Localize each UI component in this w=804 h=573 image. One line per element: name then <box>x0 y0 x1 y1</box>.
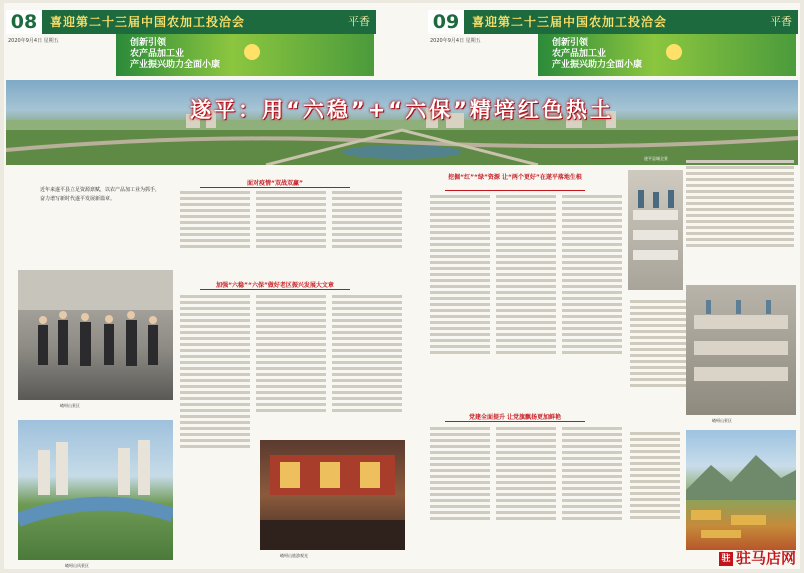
watermark-logo-icon: 驻 <box>719 552 733 566</box>
left-ad-banner <box>116 34 374 76</box>
right-header-title: 喜迎第二十三届中国农加工投洽会 <box>472 15 668 29</box>
hero-caption: 遂平县城全景 <box>644 156 668 161</box>
article-column <box>562 195 622 410</box>
right-page-header <box>428 10 798 34</box>
site-watermark <box>719 547 796 568</box>
section-heading-1: 面对疫情“双战双赢” <box>247 180 303 187</box>
factory-interior-photo <box>628 170 683 290</box>
article-column <box>332 295 402 445</box>
mountain-landscape-photo <box>686 430 796 550</box>
article-column <box>630 300 690 420</box>
article-column <box>562 427 622 557</box>
left-header-tag: 平香 <box>348 15 370 28</box>
right-banner-line3: 产业振兴助力全面小康 <box>552 60 643 70</box>
meeting-photo-scene <box>18 270 173 400</box>
left-banner-line2: 农产品加工业 <box>130 49 185 59</box>
lead-paragraph: 近年来遂平县立足资源禀赋，以农产品加工业为抓手，奋力谱写新时代遂平发展新篇章。 <box>40 187 161 202</box>
photo-caption-5: 嵖岈山景区 <box>712 418 732 423</box>
right-banner-logo-icon <box>666 44 682 60</box>
mountain-landscape-scene <box>686 430 796 550</box>
right-dateline: 2020年9月4日 星期五 <box>430 38 481 44</box>
photo-caption-1: 嵖岈山景区 <box>60 403 80 408</box>
photo-caption-3: 嵖岈山旅游观光 <box>280 553 308 558</box>
watermark-text: 驻马店网 <box>735 549 796 567</box>
section-heading-3: 挖掘“红”“绿”资源 让“两个更好”在遂平落地生根 <box>448 174 582 181</box>
section-heading-4: 党建全面提升 让党旗飘扬更加鲜艳 <box>468 414 562 421</box>
section-rule-3 <box>445 190 585 191</box>
museum-interior-scene <box>260 440 405 550</box>
left-banner-logo-icon <box>244 44 260 60</box>
article-column <box>430 195 490 410</box>
right-banner-line2: 农产品加工业 <box>552 49 607 59</box>
right-header-tag: 平香 <box>770 15 792 28</box>
museum-interior-photo <box>260 440 405 550</box>
article-column <box>332 191 402 266</box>
article-column <box>630 432 680 552</box>
article-column <box>180 191 250 266</box>
hero-aerial-photo <box>6 80 798 165</box>
left-page-number: 08 <box>6 10 42 34</box>
article-column <box>256 295 326 445</box>
section-heading-2: 加强“六稳”“六保”做好老区振兴发展大文章 <box>216 282 334 289</box>
city-park-scene <box>18 420 173 560</box>
meeting-photo <box>18 270 173 400</box>
article-column <box>256 191 326 266</box>
section-rule-4 <box>445 421 585 422</box>
section-rule-1 <box>200 187 350 188</box>
right-page-number: 09 <box>428 10 464 34</box>
left-banner-line1: 创新引领 <box>130 38 167 48</box>
article-column <box>430 427 490 557</box>
article-column <box>180 295 250 495</box>
factory-interior-scene <box>628 170 683 290</box>
photo-caption-2: 嵖岈山风景区 <box>65 563 89 568</box>
factory-floor-scene <box>686 285 796 415</box>
article-column <box>686 160 794 280</box>
right-banner-line1: 创新引领 <box>552 38 589 48</box>
right-ad-banner <box>538 34 796 76</box>
article-column <box>496 195 556 410</box>
article-column <box>496 427 556 557</box>
city-park-photo <box>18 420 173 560</box>
headline: 遂平：用“六稳”+“六保”精培红色热土 <box>190 98 614 122</box>
left-banner-slogan <box>130 38 220 71</box>
left-banner-line3: 产业振兴助力全面小康 <box>130 60 221 70</box>
factory-floor-photo <box>686 285 796 415</box>
left-dateline: 2020年9月4日 星期五 <box>8 38 59 44</box>
section-rule-2 <box>200 289 350 290</box>
right-banner-slogan <box>552 38 642 71</box>
left-header-title: 喜迎第二十三届中国农加工投洽会 <box>50 15 246 29</box>
left-page-header <box>6 10 376 34</box>
